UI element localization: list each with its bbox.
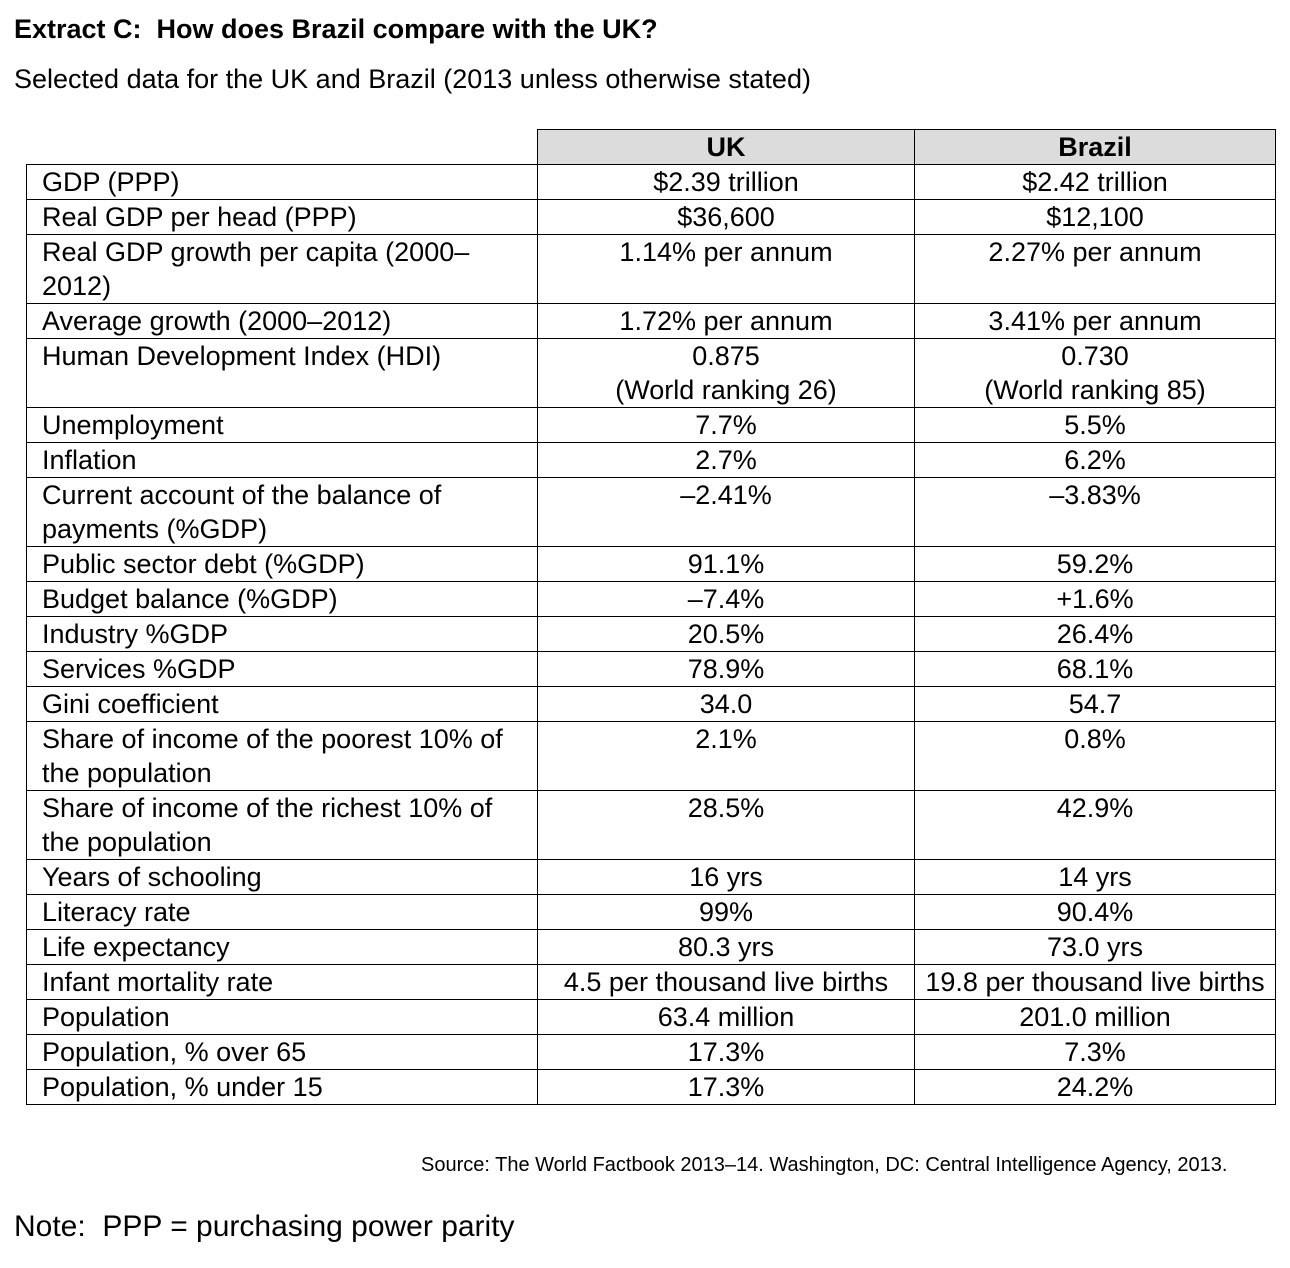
brazil-value: 2.27% per annum — [915, 235, 1276, 304]
header-uk: UK — [538, 130, 915, 165]
brazil-value: $2.42 trillion — [915, 165, 1276, 200]
uk-value: 7.7% — [538, 408, 915, 443]
brazil-value: 5.5% — [915, 408, 1276, 443]
table-header-row — [27, 130, 1276, 165]
table-row — [27, 200, 1276, 235]
row-label: Inflation — [27, 443, 538, 478]
brazil-value: 26.4% — [915, 617, 1276, 652]
row-label: Real GDP growth per capita (2000–2012) — [27, 235, 538, 304]
uk-value: 99% — [538, 895, 915, 930]
extract-title: Extract C: How does Brazil compare with the UK? — [14, 14, 658, 44]
row-label: Budget balance (%GDP) — [27, 582, 538, 617]
uk-value: 17.3% — [538, 1070, 915, 1105]
brazil-value: –3.83% — [915, 478, 1276, 547]
source-citation: Source: The World Factbook 2013–14. Washington, DC: Central Intelligence Agency, 2013. — [421, 1154, 1228, 1176]
table-row — [27, 235, 1276, 304]
uk-value: 2.1% — [538, 722, 915, 791]
table-row — [27, 965, 1276, 1000]
row-label: Population — [27, 1000, 538, 1035]
brazil-value: $12,100 — [915, 200, 1276, 235]
uk-value: 1.72% per annum — [538, 304, 915, 339]
uk-value: $36,600 — [538, 200, 915, 235]
table-row — [27, 408, 1276, 443]
brazil-value: 73.0 yrs — [915, 930, 1276, 965]
table-row — [27, 652, 1276, 687]
uk-value: 91.1% — [538, 547, 915, 582]
row-label: GDP (PPP) — [27, 165, 538, 200]
brazil-value — [915, 339, 1276, 408]
table-row — [27, 895, 1276, 930]
extract-subtitle: Selected data for the UK and Brazil (2013 unless otherwise stated) — [14, 64, 811, 94]
table-row — [27, 791, 1276, 860]
uk-value: $2.39 trillion — [538, 165, 915, 200]
uk-value: 34.0 — [538, 687, 915, 722]
table-row — [27, 165, 1276, 200]
brazil-value: 14 yrs — [915, 860, 1276, 895]
table-row — [27, 1035, 1276, 1070]
row-label: Services %GDP — [27, 652, 538, 687]
uk-value: 20.5% — [538, 617, 915, 652]
row-label: Share of income of the richest 10% of the population — [27, 791, 538, 860]
uk-value: 80.3 yrs — [538, 930, 915, 965]
brazil-value: 42.9% — [915, 791, 1276, 860]
table-row — [27, 617, 1276, 652]
brazil-value: 6.2% — [915, 443, 1276, 478]
table-row — [27, 687, 1276, 722]
table-row — [27, 930, 1276, 965]
uk-value: –2.41% — [538, 478, 915, 547]
table-row — [27, 443, 1276, 478]
header-blank-cell — [27, 130, 538, 165]
table-row — [27, 304, 1276, 339]
uk-hdi-ranking: (World ranking 26) — [615, 375, 837, 405]
comparison-table — [26, 129, 1276, 1105]
brazil-value: 201.0 million — [915, 1000, 1276, 1035]
uk-value: 17.3% — [538, 1035, 915, 1070]
table-row — [27, 582, 1276, 617]
row-label: Years of schooling — [27, 860, 538, 895]
brazil-value: 59.2% — [915, 547, 1276, 582]
brazil-value: 54.7 — [915, 687, 1276, 722]
row-label: Real GDP per head (PPP) — [27, 200, 538, 235]
brazil-value: 19.8 per thousand live births — [915, 965, 1276, 1000]
table-row — [27, 339, 1276, 408]
table-row — [27, 547, 1276, 582]
uk-value: 16 yrs — [538, 860, 915, 895]
brazil-hdi-ranking: (World ranking 85) — [984, 375, 1206, 405]
uk-value: 1.14% per annum — [538, 235, 915, 304]
uk-hdi-value: 0.875 — [692, 341, 760, 371]
row-label: Public sector debt (%GDP) — [27, 547, 538, 582]
brazil-value: 3.41% per annum — [915, 304, 1276, 339]
row-label: Human Development Index (HDI) — [27, 339, 538, 408]
brazil-value: 68.1% — [915, 652, 1276, 687]
row-label: Unemployment — [27, 408, 538, 443]
table-row — [27, 860, 1276, 895]
table-row — [27, 722, 1276, 791]
brazil-value: +1.6% — [915, 582, 1276, 617]
uk-value: 4.5 per thousand live births — [538, 965, 915, 1000]
table-row — [27, 1000, 1276, 1035]
uk-value — [538, 339, 915, 408]
uk-value: 28.5% — [538, 791, 915, 860]
brazil-hdi-value: 0.730 — [1061, 341, 1129, 371]
row-label: Current account of the balance of payments (%GDP) — [27, 478, 538, 547]
row-label: Share of income of the poorest 10% of the population — [27, 722, 538, 791]
row-label: Average growth (2000–2012) — [27, 304, 538, 339]
row-label: Gini coefficient — [27, 687, 538, 722]
brazil-value: 0.8% — [915, 722, 1276, 791]
brazil-value: 90.4% — [915, 895, 1276, 930]
table-row — [27, 1070, 1276, 1105]
row-label: Literacy rate — [27, 895, 538, 930]
uk-value: –7.4% — [538, 582, 915, 617]
brazil-value: 7.3% — [915, 1035, 1276, 1070]
row-label: Life expectancy — [27, 930, 538, 965]
row-label: Infant mortality rate — [27, 965, 538, 1000]
header-brazil: Brazil — [915, 130, 1276, 165]
uk-value: 2.7% — [538, 443, 915, 478]
row-label: Industry %GDP — [27, 617, 538, 652]
footnote: Note: PPP = purchasing power parity — [14, 1210, 515, 1243]
uk-value: 63.4 million — [538, 1000, 915, 1035]
row-label: Population, % under 15 — [27, 1070, 538, 1105]
uk-value: 78.9% — [538, 652, 915, 687]
table-row — [27, 478, 1276, 547]
row-label: Population, % over 65 — [27, 1035, 538, 1070]
brazil-value: 24.2% — [915, 1070, 1276, 1105]
